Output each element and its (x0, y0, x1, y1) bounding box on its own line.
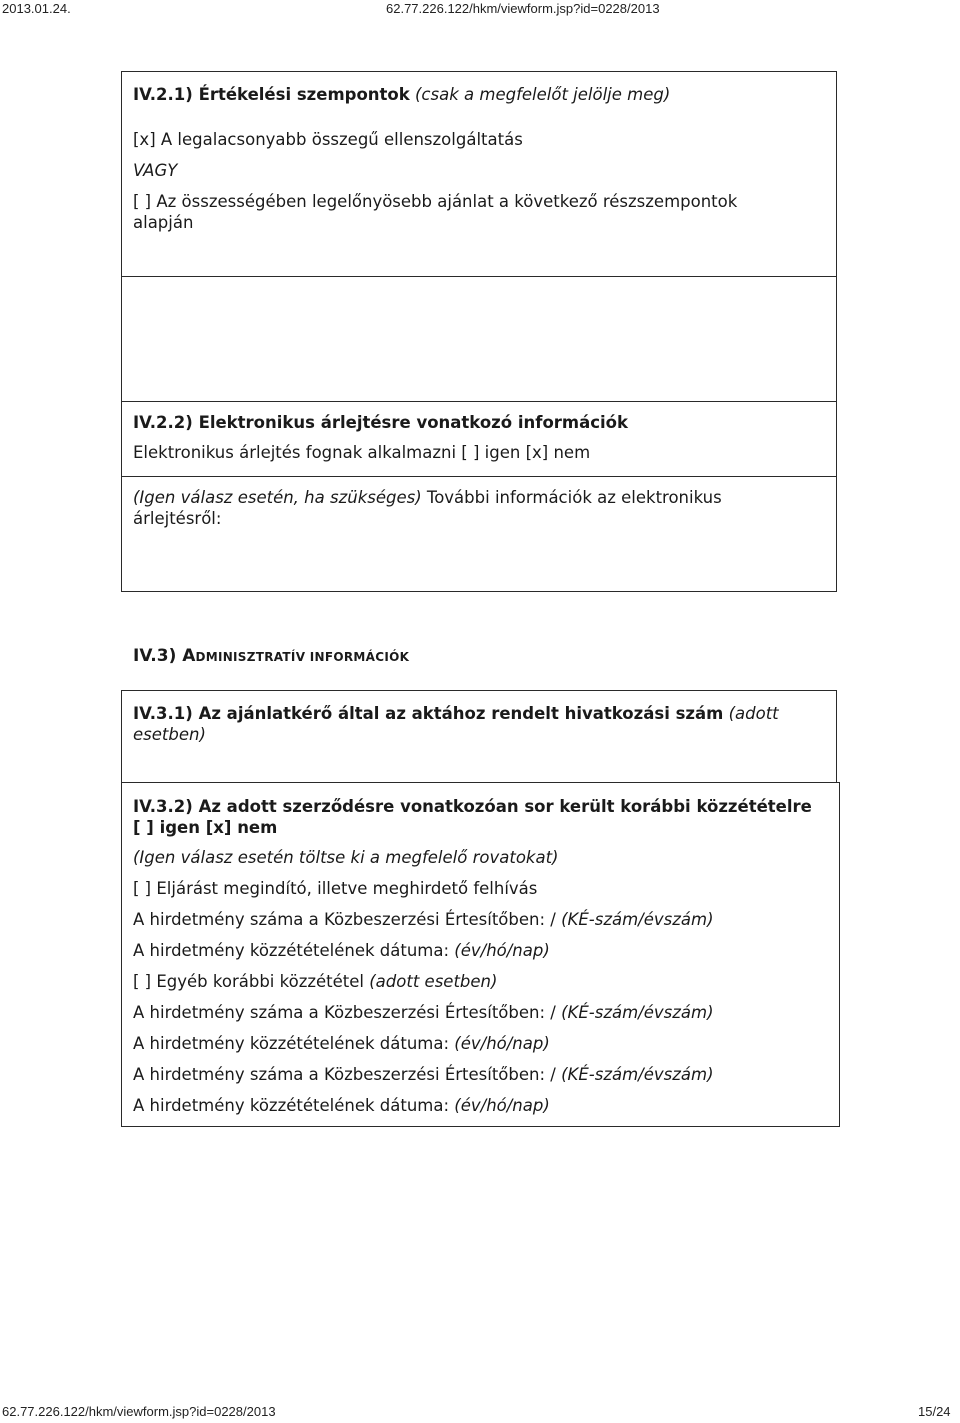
previous-publication-line (133, 1002, 714, 1024)
previous-publication-line (133, 1064, 714, 1086)
e-auction-info-label-2: árlejtésről: (133, 509, 222, 528)
print-date: 2013.01.24. (2, 1, 71, 16)
line-note: (KÉ-szám/évszám) (561, 1065, 714, 1084)
line-note: (év/hó/nap) (454, 1096, 550, 1115)
line-note: (év/hó/nap) (454, 941, 550, 960)
option-most-advantageous-line2: alapján (133, 213, 194, 232)
line-text: A hirdetmény száma a Közbeszerzési Értesítőben: / (133, 1065, 562, 1084)
previous-publication-line (133, 1095, 550, 1117)
section-iv-2-1-heading-note: (csak a megfelelőt jelölje meg) (415, 85, 671, 104)
line-note: (KÉ-szám/évszám) (561, 1003, 714, 1022)
section-iv-3-1-heading-line (133, 703, 779, 725)
line-text: A hirdetmény közzétételének dátuma: (133, 1096, 455, 1115)
print-footer-url: 62.77.226.122/hkm/viewform.jsp?id=0228/2013 (2, 1404, 276, 1419)
option-lowest-price: [x] A legalacsonyabb összegű ellenszolgáltatás (133, 130, 523, 149)
print-header-url: 62.77.226.122/hkm/viewform.jsp?id=0228/2013 (386, 1, 660, 16)
section-iv-3-1-note-2: esetben) (133, 725, 206, 744)
previous-publication-line (133, 909, 714, 931)
section-iv-3-rest2: INFORMÁCIÓK (309, 650, 410, 664)
section-iv-2-1-heading: IV.2.1) Értékelési szempontok (133, 85, 410, 104)
previous-publication-line (133, 1033, 550, 1055)
page-number: 15/24 (918, 1404, 951, 1419)
line-text: A hirdetmény száma a Közbeszerzési Értesítőben: / (133, 1003, 562, 1022)
line-text: A hirdetmény közzétételének dátuma: (133, 1034, 455, 1053)
line-text: A hirdetmény száma a Közbeszerzési Értesítőben: / (133, 910, 562, 929)
previous-publication-line (133, 878, 537, 900)
e-auction-info-note: (Igen válasz esetén, ha szükséges) (133, 488, 422, 507)
section-iv-3-rest1: DMINISZTRATÍV (195, 650, 310, 664)
section-iv-2-2-heading: IV.2.2) Elektronikus árlejtésre vonatkozó információk (133, 413, 628, 432)
section-iv-3-cap: A (182, 646, 196, 666)
section-iv-2-1-heading-line (133, 84, 670, 106)
line-note: (adott esetben) (369, 972, 498, 991)
empty-criteria-box (121, 276, 837, 402)
line-note: (év/hó/nap) (454, 1034, 550, 1053)
or-label: VAGY (133, 161, 178, 180)
previous-publication-line (133, 940, 550, 962)
line-text: [ ] Eljárást megindító, illetve meghirdető felhívás (133, 879, 538, 898)
option-most-advantageous-line1: [ ] Az összességében legelőnyösebb ajánlat a következő részszempontok (133, 192, 738, 211)
section-iv-3-1-heading: IV.3.1) Az ajánlatkérő által az aktához rendelt hivatkozási szám (133, 704, 724, 723)
section-iv-3-2-heading-line2: [ ] igen [x] nem (133, 818, 278, 837)
line-note: (KÉ-szám/évszám) (561, 910, 714, 929)
section-iv-3-prefix: IV.3) (133, 646, 183, 666)
line-text: [ ] Egyéb korábbi közzététel (133, 972, 370, 991)
line-text: A hirdetmény közzétételének dátuma: (133, 941, 455, 960)
e-auction-info-line (133, 487, 722, 509)
e-auction-info-label: További információk az elektronikus (421, 488, 722, 507)
section-iv-3-2-note: (Igen válasz esetén töltse ki a megfelelő rovatokat) (133, 848, 559, 867)
section-iv-3-heading (133, 645, 409, 668)
previous-publication-line (133, 971, 497, 993)
section-iv-3-2-heading-line1: IV.3.2) Az adott szerződésre vonatkozóan sor került korábbi közzétételre (133, 797, 812, 816)
section-iv-3-1-note: (adott (728, 704, 779, 723)
e-auction-question: Elektronikus árlejtés fognak alkalmazni [ ] igen [x] nem (133, 443, 591, 462)
